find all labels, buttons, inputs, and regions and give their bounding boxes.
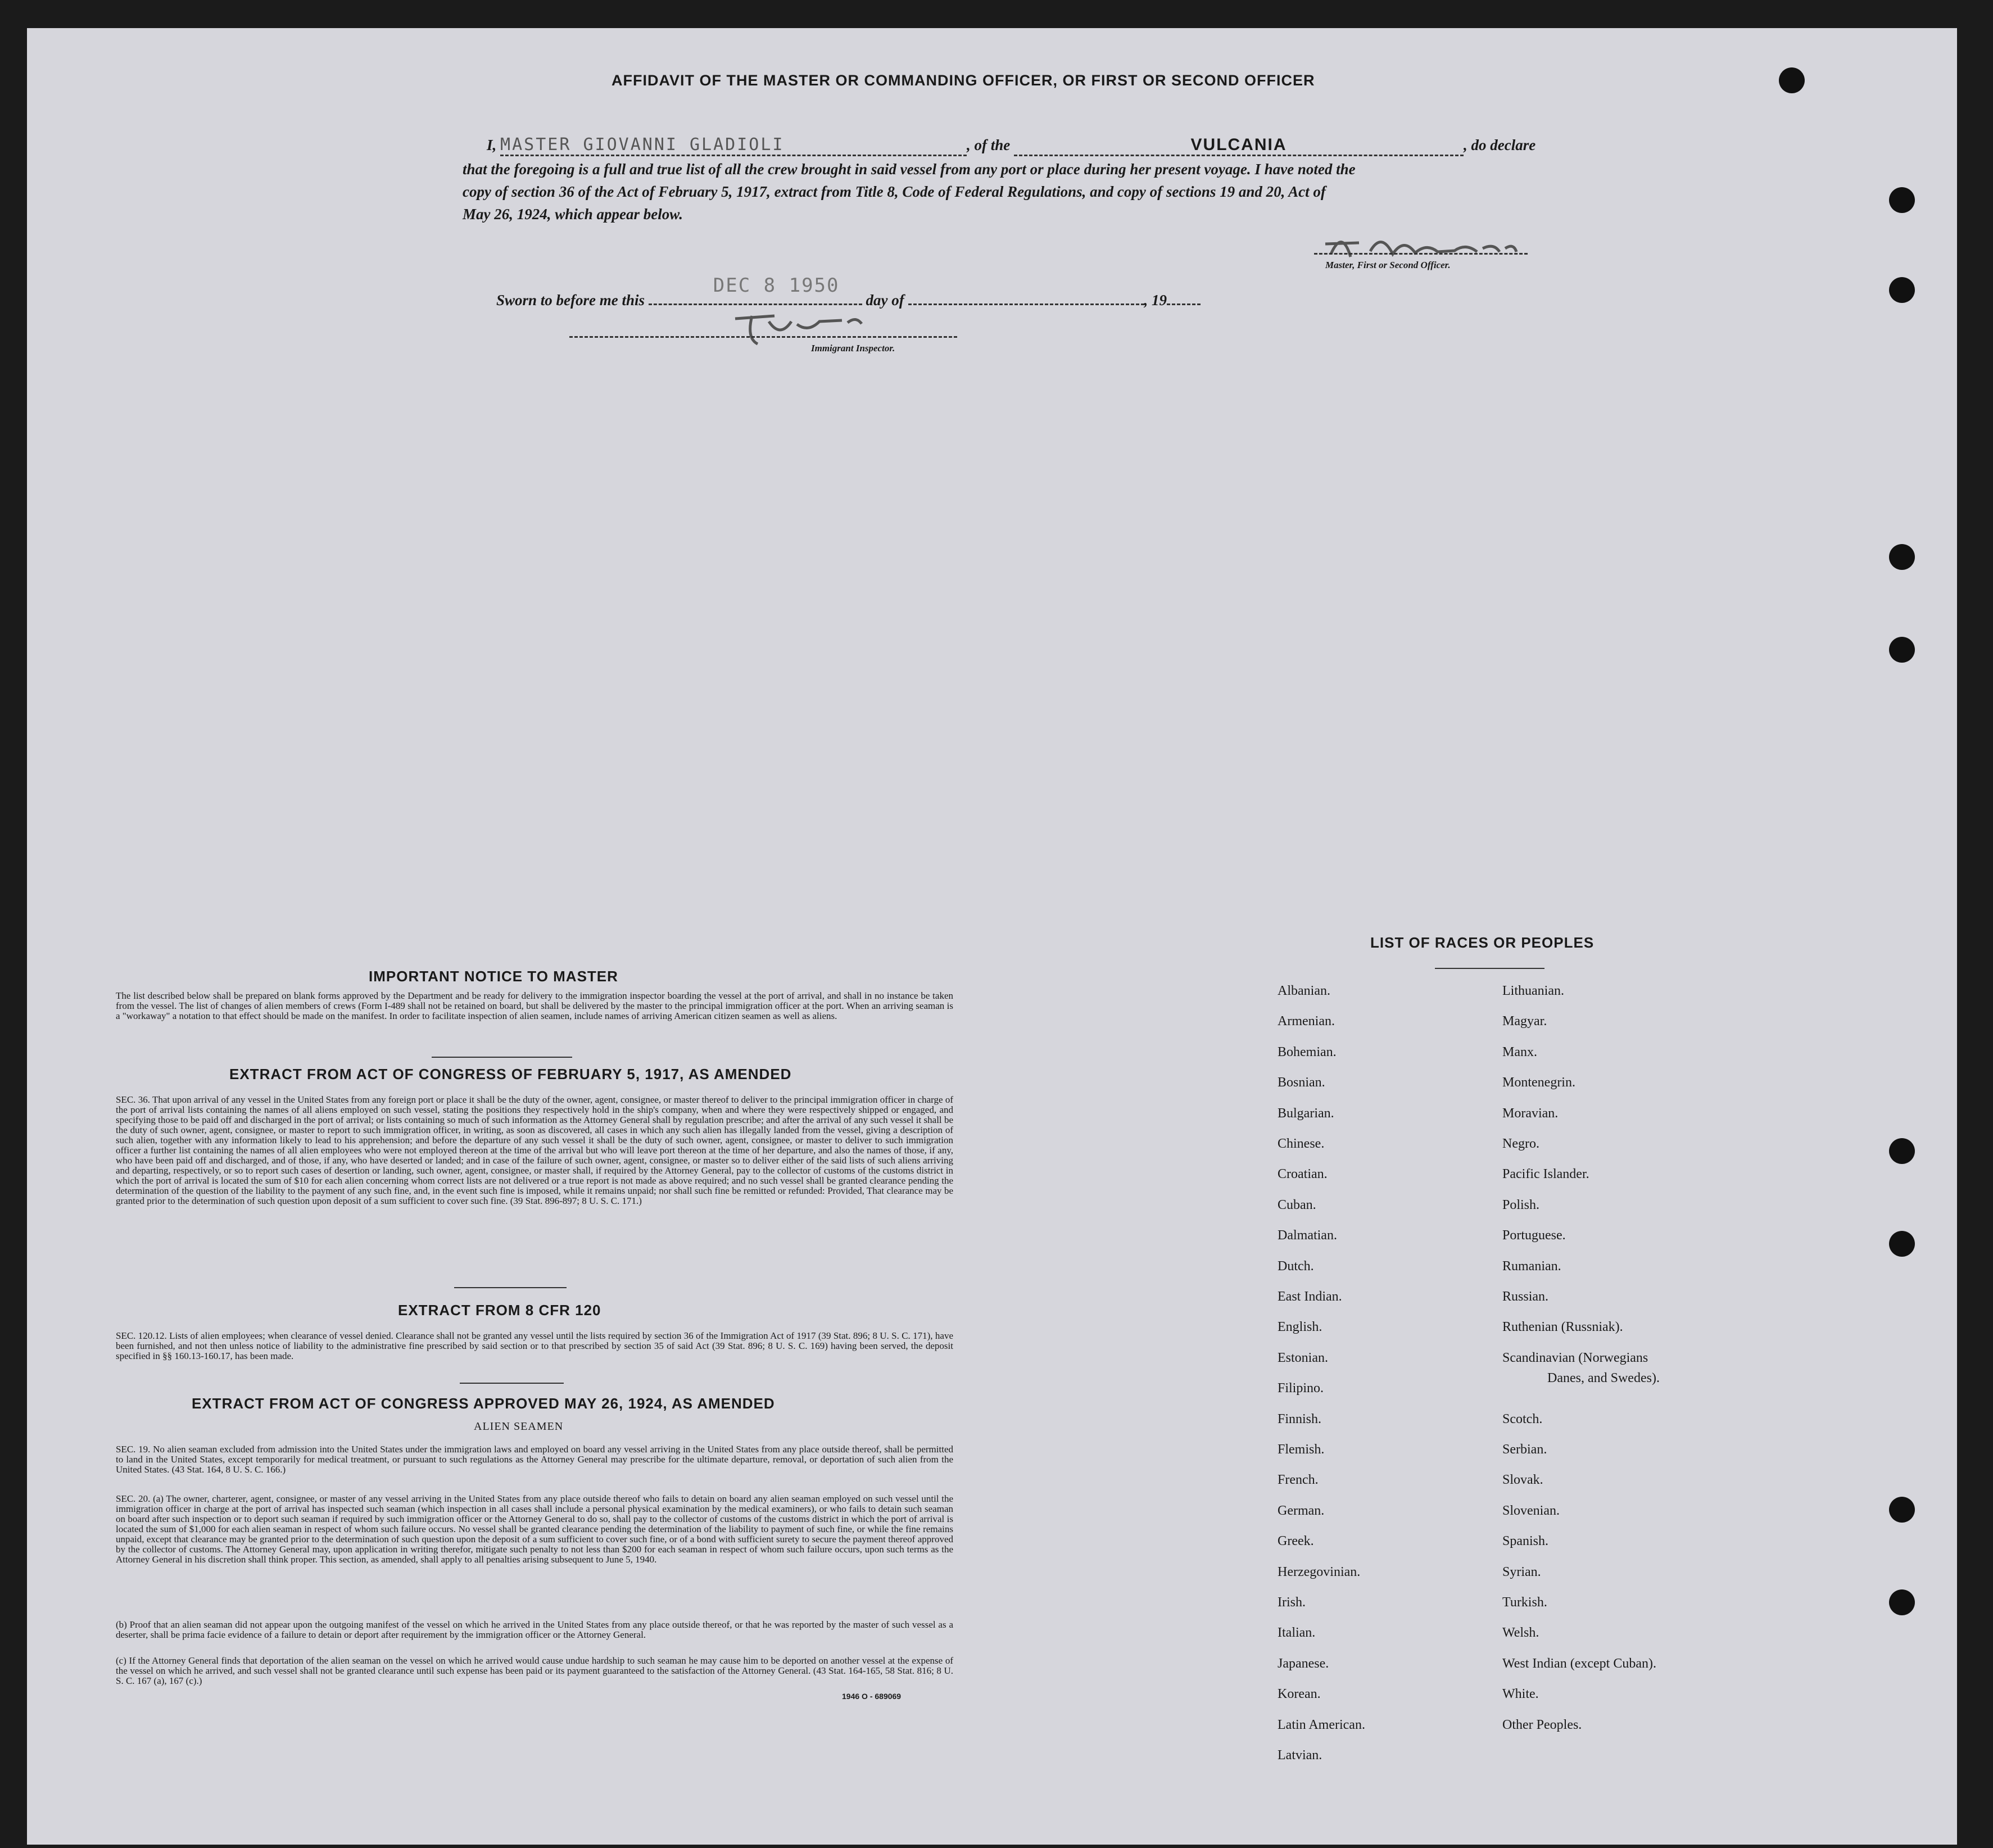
notice-heading: IMPORTANT NOTICE TO MASTER [369,968,618,985]
race-item: Polish. [1502,1197,1540,1212]
inspector-caption: Immigrant Inspector. [811,343,895,354]
race-item: Manx. [1502,1044,1537,1059]
extract-cfr-body: SEC. 120.12. Lists of alien employees; when clearance of vessel denied. Clearance shall not be granted any vessel until the lists required by section 36 of the Immigration Act of 1917 (39 Stat. 896; 8 U. S. C. 171), have been furnished, and not then unless notice of liability to the administrative fine prescribed by said section or to that prescribed by section 35 of said Act (39 Stat. 896; 8 U. S. C. 169) having been served, the deposit specified in §§ 160.13-160.17, has been made. [116,1330,953,1361]
race-item: Japanese. [1278,1656,1329,1671]
do-declare-label: , do declare [1464,137,1536,153]
race-item: Other Peoples. [1502,1717,1582,1732]
punch-hole [1889,1231,1915,1257]
punch-hole [1889,277,1915,303]
race-item: Armenian. [1278,1014,1335,1029]
race-item: Albanian. [1278,984,1330,998]
races-heading: LIST OF RACES OR PEOPLES [1370,934,1595,951]
race-item: Estonian. [1278,1350,1328,1365]
race-item: East Indian. [1278,1289,1342,1304]
punch-hole [1889,544,1915,570]
race-item: Irish. [1278,1595,1306,1610]
affidavit-title: AFFIDAVIT OF THE MASTER OR COMMANDING OFFICER, OR FIRST OR SECOND OFFICER [612,72,1315,89]
sec19-body: SEC. 19. No alien seaman excluded from admission into the United States under the immigration laws and employed on board any vessel arriving in the United States from any place outside thereof, shall be permitted to land in the United States, except temporarily for medical treatment, or pursuant to such regulations as the Attorney General may prescribe for the ultimate departure, removal, or deportation of such alien from the United States. (43 Stat. 164, 8 U. S. C. 166.) [116,1444,953,1475]
race-item: English. [1278,1320,1322,1335]
race-item: West Indian (except Cuban). [1502,1656,1656,1671]
race-item: Dutch. [1278,1258,1314,1274]
extract-1917-heading: EXTRACT FROM ACT OF CONGRESS OF FEBRUARY 5, 1917, AS AMENDED [229,1066,792,1082]
race-item: Ruthenian (Russniak). [1502,1320,1623,1335]
race-item: Pacific Islander. [1502,1167,1589,1182]
date-stamp: DEC 8 1950 [713,274,840,297]
race-item: French. [1278,1473,1319,1488]
declarant-prefix: I, [487,137,497,153]
race-item: German. [1278,1503,1325,1518]
race-item: Scotch. [1502,1411,1543,1426]
sec20c-body: (c) If the Attorney General finds that deportation of the alien seaman on the vessel on which he arrived would cause undue hardship to such seaman he may cause him to be deported on another vessel at the expense of the vessel on which he arrived, and such vessel shall not be granted clearance until such expense has been paid or its payment guaranteed to the satisfaction of the Attorney General. (43 Stat. 164-165, 58 Stat. 816; 8 U. S. C. 167 (a), 167 (c).) [116,1655,953,1686]
race-item: Welsh. [1502,1625,1539,1641]
print-code: 1946 O - 689069 [842,1692,902,1701]
master-name-field: MASTER GIOVANNI GLADIOLI [500,135,967,156]
divider [454,1287,567,1288]
punch-hole [1889,637,1915,663]
race-item: Serbian. [1502,1442,1547,1457]
year-prefix: , 19 [1144,292,1167,309]
race-item: Magyar. [1502,1014,1547,1029]
affidavit-line-3: copy of section 36 of the Act of February 5, 1917, extract from Title 8, Code of Federal Regulations, and copy of sections 19 and 20, Act of [463,183,1326,200]
affidavit-line-4: May 26, 1924, which appear below. [463,206,683,223]
race-item: Italian. [1278,1625,1316,1641]
race-item: Greek. [1278,1534,1314,1549]
race-item: Syrian. [1502,1564,1541,1579]
race-item: Cuban. [1278,1197,1316,1212]
extract-cfr-heading: EXTRACT FROM 8 CFR 120 [398,1302,601,1319]
race-item: Turkish. [1502,1595,1547,1610]
notice-body: The list described below shall be prepared on blank forms approved by the Department and be ready for delivery to the immigration inspector boarding the vessel at the port of arrival, and shall in no instance be taken from the vessel. The list of changes of alien members of crews (Form I-489 shall not be retained on board, but shall be delivered by the master to the principal immigration officer at the port. When an arriving seaman is a "workaway" a notation to that effect should be made on the manifest. In order to facilitate inspection of alien seamen, include names of arriving American citizen seamen as well as aliens. [116,990,953,1021]
race-item: Finnish. [1278,1411,1322,1426]
extract-1924-heading: EXTRACT FROM ACT OF CONGRESS APPROVED MAY 26, 1924, AS AMENDED [192,1395,775,1412]
sec20a-body: SEC. 20. (a) The owner, charterer, agent, consignee, or master of any vessel arriving in the United States from any place outside thereof who fails to detain on board any alien seaman employed on such vessel until the immigration officer in charge at the port of arrival has inspected such seaman (which inspection in all cases shall include a personal physical examination by the medical examiners), or who fails to detain such seaman on board after such inspection or to deport such seaman if required by such immigration officer or the Attorney General to do so, shall pay to the collector of customs of the customs district in which the port of arrival is located the sum of $1,000 for each alien seaman in respect of whom such failure occurs. No vessel shall be granted clearance pending the determination of the liability to payment of such fine, or while the fine remains unpaid, except that clearance may be granted prior to the determination of such question upon the deposit of a sum sufficient to cover such fine, or of a bond with sufficient surety to secure the payment thereof approved by the collector of customs. The Attorney General may, upon application in writing therefor, mitigate such penalty to not less than $200 for each seaman in respect of whom such failure occurs, upon such terms as the Attorney General in his discretion shall think proper. This section, as amended, shall apply to all penalties arising subsequent to June 5, 1940. [116,1493,953,1565]
race-item: Latin American. [1278,1717,1365,1732]
race-item: Moravian. [1502,1106,1559,1121]
race-item: Spanish. [1502,1534,1549,1549]
race-item: Herzegovinian. [1278,1564,1361,1579]
officer-caption: Master, First or Second Officer. [1325,260,1451,270]
declarant-line [487,135,1535,156]
race-item: Dalmatian. [1278,1228,1337,1243]
race-item: Latvian. [1278,1748,1322,1763]
divider [432,1057,572,1058]
race-item: Bulgarian. [1278,1106,1334,1121]
race-item: Bosnian. [1278,1075,1325,1090]
vessel-name-field: VULCANIA [1014,135,1464,156]
sworn-date-field [649,274,862,305]
alien-seamen-subheading: ALIEN SEAMEN [474,1420,564,1433]
race-item: Negro. [1502,1136,1539,1151]
punch-hole [1889,1138,1915,1164]
year-field [1167,289,1201,305]
race-item: Russian. [1502,1289,1549,1304]
race-item: White. [1502,1687,1539,1702]
punch-hole [1779,67,1805,93]
punch-hole [1889,1497,1915,1523]
month-field [908,289,1144,305]
document-page [27,28,1957,1845]
extract-1917-body: SEC. 36. That upon arrival of any vessel in the United States from any foreign port or place it shall be the duty of the owner, agent, consignee, or master thereof to deliver to the principal immigration officer in charge of the port of arrival lists containing the names of all aliens employed on such vessel, stating the positions they respectively hold in the ship's company, when and where they were respectively shipped or engaged, and specifying those to be paid off and discharged in the port of arrival; or lists containing so much of such information as the Attorney General shall by regulation prescribe; and after the arrival of any such vessel it shall be the duty of such owner, agent, consignee, or master to report to such immigration officer, in writing, as soon as discovered, all cases in which any such alien has illegally landed from the vessel, giving a description of such alien, together with any information likely to lead to his apprehension; and before the departure of any such vessel it shall be the duty of such owner, agent, consignee, or master to deliver to such immigration officer a further list containing the names of all alien employees who were not employed thereon at the time of the arrival but who will leave port thereon at the time of her departure, and also the names of those, if any, who have been paid off and discharged, and of those, if any, who have deserted or landed; and in case of the failure of such owner, agent, consignee, or master so to deliver either of the said lists of such aliens arriving and departing, respectively, or so to report such cases of desertion or landing, such owner, agent, consignee, or master shall, if required by the Attorney General, pay to the collector of customs of the customs district in which the port of arrival is located the sum of $10 for each alien concerning whom correct lists are not delivered or a true report is not made as above required; and no such vessel shall be granted clearance pending the determination of the question of the liability to the payment of any such fine, and, in the event such fine is imposed, while it remains unpaid; nor shall such fine be remitted or refunded: Provided, That clearance may be granted prior to the determination of such question upon deposit of a sum sufficient to cover such fine. (39 Stat. 896-897; 8 U. S. C. 171.) [116,1094,953,1206]
punch-hole [1889,187,1915,213]
divider [460,1383,564,1384]
race-item: Scandinavian (Norwegians [1502,1350,1648,1365]
sec20b-body: (b) Proof that an alien seaman did not appear upon the outgoing manifest of the vessel on which he arrived in the United States from any place outside thereof, or that he was reported by the master of such vessel as a deserter, shall be prima facie evidence of a failure to detain or deport after requirement by the immigration officer or the Attorney General. [116,1619,953,1640]
inspector-signature-line [569,336,957,338]
race-item: Korean. [1278,1687,1321,1702]
day-of-label: day of [866,292,904,309]
race-item: Flemish. [1278,1442,1325,1457]
race-item: Montenegrin. [1502,1075,1575,1090]
race-item: Bohemian. [1278,1044,1337,1059]
of-the-label: , of the [967,137,1011,153]
race-item-continuation: Danes, and Swedes). [1547,1371,1660,1385]
divider [1435,968,1544,969]
race-item: Filipino. [1278,1381,1324,1396]
punch-hole [1889,1589,1915,1615]
race-item: Portuguese. [1502,1228,1566,1243]
race-item: Croatian. [1278,1167,1328,1182]
race-item: Chinese. [1278,1136,1325,1151]
affidavit-line-2: that the foregoing is a full and true list of all the crew brought in said vessel from any port or place during her present voyage. I have noted the [463,161,1356,178]
race-item: Lithuanian. [1502,984,1564,998]
sworn-label: Sworn to before me this [496,292,645,309]
race-item: Slovak. [1502,1473,1543,1488]
race-item: Rumanian. [1502,1258,1561,1274]
officer-signature-line [1314,253,1528,255]
race-item: Slovenian. [1502,1503,1560,1518]
